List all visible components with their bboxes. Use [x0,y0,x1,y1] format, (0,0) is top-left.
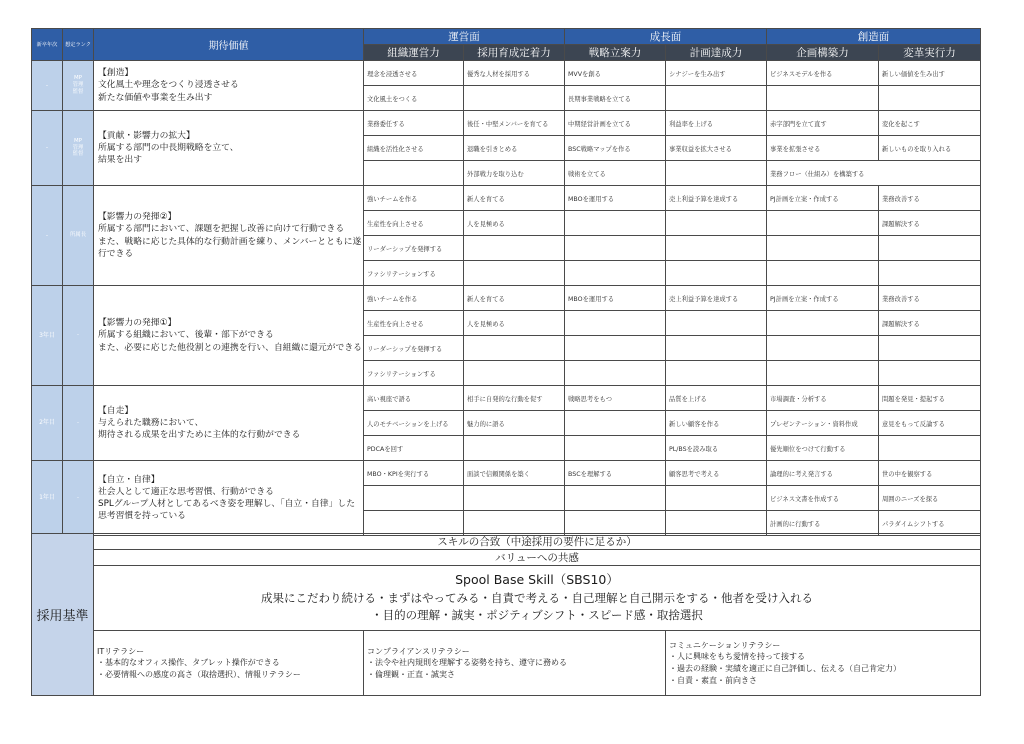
skill-cell: 品質を上げる [666,386,767,411]
sbs-block [94,566,981,631]
position-label: - [77,494,79,501]
skill-cell: 売上利益予算を達成する [666,286,767,311]
position-label: 所属長 [69,232,87,239]
skill-cell [565,511,666,536]
skill-cell: 組織を活性化させる [364,136,464,161]
skill-cell: ビジネス文書を作成する [767,486,879,511]
level-title: 【貢献・影響力の拡大】 [98,130,195,141]
position-label: 管理 [72,144,84,151]
position-label: - [77,419,79,426]
skill-cell [879,236,981,261]
level-title: 【創造】 [98,68,134,79]
level-description-line: 所属する部門において、課題を把握し改善に向けて行動できる [98,224,345,235]
level-position-cell [63,61,94,111]
level-description [94,461,364,536]
literacy-line: ・倫理観・正直・誠実さ [367,669,455,679]
skill-cell: パラダイムシフトする [879,511,981,536]
skill-cell [666,261,767,286]
skill-cell [565,436,666,461]
skill-cell: 相手に自発的な行動を促す [464,386,565,411]
sbs-line-1: 成果にこだわり続ける・まずはやってみる・自責で考える・自己理解と自己開示をする・他者を受け入れる [261,591,813,606]
skill-cell [565,361,666,386]
skill-cell: リーダーシップを発揮する [364,236,464,261]
skill-cell [364,161,464,186]
level-position-cell [63,186,94,286]
level-description-line: 所属する組織において、後輩・部下ができる [98,330,274,341]
level-description-line: 与えられた職務において、 [98,417,204,428]
skill-cell [666,511,767,536]
skill-match-row: スキルの合致（中途採用の要件に足るか） [94,534,981,550]
skill-cell: ファシリテーションする [364,261,464,286]
literacy-cell [666,631,981,696]
skill-cell [767,336,879,361]
skill-cell: 市場調査・分析する [767,386,879,411]
literacy-title: コミュニケーションリテラシー [669,640,781,650]
skill-cell: 業務改善する [879,286,981,311]
skill-cell [464,336,565,361]
skill-cell [464,361,565,386]
header-category: 創造面 [767,29,981,45]
literacy-line: ・必要情報への感度の高さ（取捨選択）、情報リテラシー [97,669,301,679]
skill-cell: 業務フロー（仕組み）を構築する [767,161,981,186]
skill-cell: 論理的に考え発言する [767,461,879,486]
level-year-cell: 3年目 [32,286,63,386]
skill-cell: 世の中を観察する [879,461,981,486]
level-description-line: 所属する部門の中長期戦略を立て、 [98,142,239,153]
skill-matrix-table [31,28,981,536]
skill-cell: 業務改善する [879,186,981,211]
skill-cell: 高い視座で語る [364,386,464,411]
level-position-cell [63,286,94,386]
level-row [32,61,981,86]
skill-cell: 優秀な人材を採用する [464,61,565,86]
skill-cell: 戦略思考をもつ [565,386,666,411]
skill-cell [879,436,981,461]
skill-cell [767,361,879,386]
skill-cell [666,211,767,236]
level-title: 【影響力の発揮②】 [98,212,177,223]
skill-cell: 理念を浸透させる [364,61,464,86]
skill-cell: 問題を発見・提起する [879,386,981,411]
recruit-criteria-label: 採用基準 [32,534,94,696]
skill-cell: 新人を育てる [464,186,565,211]
level-row [32,386,981,411]
skill-cell: 意見をもって反論する [879,411,981,436]
header-category: 成長面 [565,29,767,45]
level-row [32,186,981,211]
skill-cell [767,261,879,286]
skill-cell [666,336,767,361]
skill-cell [464,486,565,511]
skill-cell: 計画的に行動する [767,511,879,536]
level-year-cell: - [32,111,63,186]
level-description-line: 文化風土や理念をつくり浸透させる [98,80,239,91]
sbs-line-2: ・目的の理解・誠実・ポジティブシフト・スピード感・取捨選択 [371,608,703,623]
skill-cell [464,511,565,536]
skill-cell: リーダーシップを発揮する [364,336,464,361]
skill-cell: MBO・KPIを実行する [364,461,464,486]
literacy-title: ITリテラシー [97,646,145,656]
skill-cell: 周囲のニーズを探る [879,486,981,511]
skill-cell [565,336,666,361]
skill-cell [767,86,879,111]
level-description-line: 社会人として適正な思考習慣、行動ができる [98,486,274,497]
skill-cell [666,311,767,336]
skill-cell: 外部戦力を取り込む [464,161,565,186]
skill-cell: MBOを運用する [565,186,666,211]
literacy-line: ・人に興味をもち愛情を持って接する [669,652,805,662]
skill-cell [666,486,767,511]
skill-cell [464,236,565,261]
skill-cell: 新しい顧客を作る [666,411,767,436]
header-subcategory: 計画達成力 [666,45,767,61]
skill-cell: シナジーを生み出す [666,61,767,86]
level-description-line: また、戦略に応じた具体的な行動計画を練り、メンバーとともに遂行できる [98,236,362,259]
header-subcategory: 戦略立案力 [565,45,666,61]
skill-cell: プレゼンテーション・資料作成 [767,411,879,436]
skill-cell: 新人を育てる [464,286,565,311]
skill-cell [879,261,981,286]
skill-cell: 人のモチベーションを上げる [364,411,464,436]
skill-cell: 事業収益を拡大させる [666,136,767,161]
skill-cell: 生産性を向上させる [364,311,464,336]
skill-cell [879,86,981,111]
header-position: 想定ランク [63,29,94,61]
skill-cell: PDCAを回す [364,436,464,461]
level-title: 【自立・自律】 [98,474,160,485]
header-subcategory: 採用育成定着力 [464,45,565,61]
header-subcategory: 変革実行力 [879,45,981,61]
skill-cell: 業務委任する [364,111,464,136]
skill-cell: 顧客思考で考える [666,461,767,486]
skill-cell: PJ計画を立案・作成する [767,186,879,211]
skill-cell: 人を見極める [464,311,565,336]
skill-cell: 赤字部門を立て直す [767,111,879,136]
literacy-line: ・過去の経験・実績を適正に自己評価し、伝える（自己肯定力） [669,664,901,673]
recruitment-criteria-table [31,533,981,696]
level-position-cell [63,111,94,186]
literacy-cell [94,631,364,696]
skill-cell [464,261,565,286]
header-subcategory: 組織運営力 [364,45,464,61]
level-row [32,461,981,486]
skill-cell: ビジネスモデルを作る [767,61,879,86]
level-position-cell [63,386,94,461]
skill-cell: 退職を引きとめる [464,136,565,161]
level-description [94,386,364,461]
header-category: 運営面 [364,29,565,45]
skill-cell: PJ計画を立案・作成する [767,286,879,311]
header-new-grad-year: 新卒年次 [32,29,63,61]
level-year-cell: 1年目 [32,461,63,536]
skill-cell [879,336,981,361]
skill-cell: 人を見極める [464,211,565,236]
skill-cell: 長期事業戦略を立てる [565,86,666,111]
header-expected-value: 期待価値 [94,29,364,61]
skill-cell [879,361,981,386]
level-description-line: 新たな価値や事業を生み出す [98,92,213,103]
literacy-line: ・基本的なオフィス操作、タブレット操作ができる [97,658,280,668]
skill-cell [565,211,666,236]
level-row [32,286,981,311]
skill-cell: 生産性を向上させる [364,211,464,236]
skill-cell: 面談で信頼関係を築く [464,461,565,486]
level-description-line: 期待される成果を出すために主体的な行動ができる [98,430,301,441]
skill-cell: 新しい価値を生み出す [879,61,981,86]
skill-cell: BSCを理解する [565,461,666,486]
level-description-line: SPLグループ人材としてあるべき姿を理解し、「自立・自律」した思考習慣を持っている [98,499,355,522]
skill-cell: 戦術を立てる [565,161,666,186]
value-empathy-row: バリューへの共感 [94,550,981,566]
literacy-line: ・法令や社内規則を理解する姿勢を持ち、遵守に務める [367,658,567,668]
skill-cell: 後任・中堅メンバーを育てる [464,111,565,136]
skill-cell [565,311,666,336]
level-year-cell: - [32,186,63,286]
skill-cell [364,486,464,511]
level-year-cell: - [32,61,63,111]
skill-cell: ファシリテーションする [364,361,464,386]
position-label: 監督 [72,88,84,95]
level-year-cell: 2年目 [32,386,63,461]
position-label: - [77,332,79,339]
skill-cell: 事業を拡張させる [767,136,879,161]
level-row [32,111,981,136]
position-label: MP [74,137,82,144]
position-label: MP [74,75,82,82]
skill-cell [767,236,879,261]
level-description-line: また、必要に応じた他役割との連携を行い、自組織に還元ができる [98,342,362,353]
skill-cell: MVVを創る [565,61,666,86]
skill-cell [666,86,767,111]
skill-cell: 利益率を上げる [666,111,767,136]
skill-cell [666,361,767,386]
skill-cell [666,236,767,261]
level-title: 【影響力の発揮①】 [98,318,177,329]
skill-cell: 課題解決する [879,211,981,236]
skill-cell: 課題解決する [879,311,981,336]
header-subcategory: 企画構築力 [767,45,879,61]
skill-cell: 強いチームを作る [364,186,464,211]
level-description-line: 結果を出す [98,155,142,166]
level-title: 【自走】 [98,405,134,416]
skill-cell: 強いチームを作る [364,286,464,311]
skill-cell [565,261,666,286]
literacy-title: コンプライアンスリテラシー [367,646,470,656]
literacy-line: ・自責・素直・前向きさ [669,675,757,685]
skill-cell [666,161,767,186]
level-description [94,286,364,386]
skill-cell: 文化風土をつくる [364,86,464,111]
skill-cell [364,511,464,536]
level-description [94,186,364,286]
sbs-title: Spool Base Skill（SBS10） [455,572,619,588]
skill-cell: 変化を起こす [879,111,981,136]
literacy-cell [364,631,666,696]
position-label: 管理 [72,82,84,89]
skill-cell [565,411,666,436]
skill-cell [464,436,565,461]
skill-cell: MBOを運用する [565,286,666,311]
skill-cell [565,486,666,511]
skill-cell [767,211,879,236]
skill-cell: 売上利益予算を達成する [666,186,767,211]
skill-cell [464,86,565,111]
level-description [94,61,364,111]
skill-cell: 中期経営計画を立てる [565,111,666,136]
skill-cell [565,236,666,261]
skill-cell [767,311,879,336]
skill-cell: PL/BSを読み取る [666,436,767,461]
level-position-cell [63,461,94,536]
skill-cell: 魅力的に語る [464,411,565,436]
skill-cell: 新しいものを取り入れる [879,136,981,161]
position-label: 監督 [72,151,84,158]
level-description [94,111,364,186]
skill-cell: BSC戦略マップを作る [565,136,666,161]
skill-cell: 優先順位をつけて行動する [767,436,879,461]
